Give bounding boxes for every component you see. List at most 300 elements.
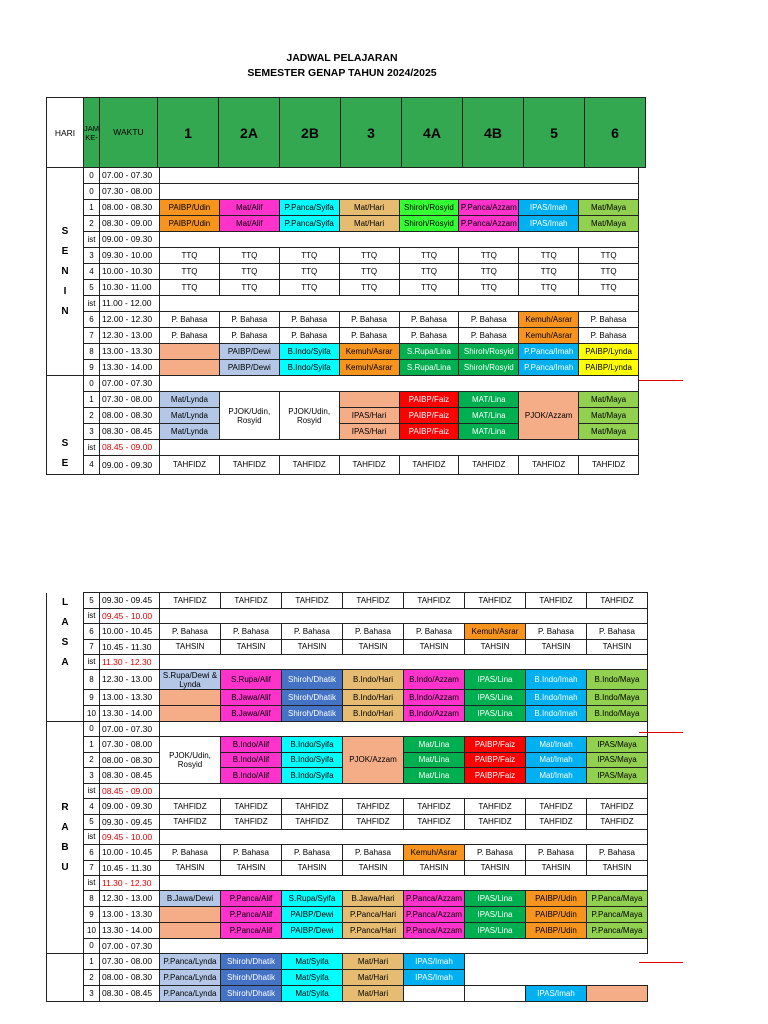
table-row [47, 784, 648, 799]
subject-cell: Mat/Lynda [160, 408, 220, 424]
waktu-cell: 13.00 - 13.30 [100, 907, 160, 923]
subject-cell [160, 706, 221, 722]
waktu-cell: 10.00 - 10.30 [100, 264, 160, 280]
subject-cell: P. Bahasa [526, 624, 587, 640]
jam-ke-cell: 9 [84, 360, 100, 376]
subject-cell: MAT/Lina [459, 424, 519, 440]
subject-cell: TTQ [339, 280, 399, 296]
subject-cell: IPAS/Imah [404, 954, 465, 970]
empty-slot [160, 168, 639, 184]
jam-ke-cell: 2 [84, 408, 100, 424]
jam-ke-cell: 7 [84, 640, 100, 655]
subject-cell: TTQ [339, 248, 399, 264]
subject-cell: PJOK/Azzam [343, 737, 404, 784]
subject-cell: PAIBP/Faiz [465, 768, 526, 784]
subject-cell: IPAS/Maya [587, 768, 648, 784]
jam-ke-cell: 9 [84, 690, 100, 706]
waktu-cell: 12.00 - 12.30 [100, 312, 160, 328]
subject-cell: P.Panca/Hari [343, 907, 404, 923]
subject-cell: Mat/Imah [526, 737, 587, 753]
subject-cell: Mat/Lynda [160, 424, 220, 440]
waktu-cell: 08.30 - 08.45 [100, 424, 160, 440]
subject-cell: PJOK/Udin, Rosyid [160, 737, 221, 784]
subject-cell: PAIBP/Faiz [399, 408, 459, 424]
subject-cell: S.Rupa/Alif [221, 670, 282, 690]
subject-cell: TAHSIN [465, 861, 526, 876]
empty-slot [160, 722, 648, 737]
table-row [47, 907, 648, 923]
empty-slot [160, 830, 648, 845]
subject-cell: IPAS/Maya [587, 737, 648, 753]
subject-cell: B.Indo/Azzam [404, 690, 465, 706]
subject-cell: TAHSIN [587, 861, 648, 876]
waktu-cell: 09.45 - 10.00 [100, 830, 160, 845]
subject-cell: TTQ [219, 280, 279, 296]
jam-ke-cell: 2 [84, 970, 100, 986]
subject-cell: TAHFIDZ [519, 456, 579, 475]
subject-cell: P. Bahasa [221, 624, 282, 640]
day-separator-line [639, 962, 683, 963]
subject-cell: Mat/Alif [219, 216, 279, 232]
subject-cell: P.Panca/Lynda [160, 954, 221, 970]
subject-cell: IPAS/Hari [339, 424, 399, 440]
subject-cell [160, 344, 220, 360]
subject-cell: TTQ [160, 248, 220, 264]
subject-cell: TTQ [399, 264, 459, 280]
subject-cell: B.Indo/Syifa [282, 737, 343, 753]
subject-cell: P. Bahasa [339, 312, 399, 328]
subject-cell: TAHFIDZ [465, 799, 526, 815]
subject-cell: TAHSIN [160, 861, 221, 876]
waktu-cell: 07.30 - 08.00 [100, 184, 160, 200]
subject-cell: TTQ [519, 280, 579, 296]
subject-cell: TAHFIDZ [160, 815, 221, 830]
subject-cell: PAIBP/Faiz [399, 424, 459, 440]
header-waktu: WAKTU [100, 98, 158, 168]
table-row [47, 891, 648, 907]
schedule-header [46, 97, 646, 168]
subject-cell: P.Panca/Lynda [160, 970, 221, 986]
subject-cell: PAIBP/Faiz [465, 737, 526, 753]
jam-ke-cell: 3 [84, 424, 100, 440]
waktu-cell: 09.00 - 09.30 [100, 799, 160, 815]
subject-cell: TAHFIDZ [221, 593, 282, 609]
jam-ke-cell: 1 [84, 392, 100, 408]
table-row [47, 344, 639, 360]
subject-cell: P. Bahasa [219, 312, 279, 328]
waktu-cell: 10.00 - 10.45 [100, 624, 160, 640]
subject-cell: P. Bahasa [282, 845, 343, 861]
subject-cell: PAIBP/Lynda [579, 360, 639, 376]
subject-cell: TAHSIN [343, 640, 404, 655]
table-row [47, 954, 648, 970]
subject-cell: TAHFIDZ [587, 799, 648, 815]
table-row [47, 845, 648, 861]
subject-cell: Shiroh/Dhatik [221, 970, 282, 986]
table-row [47, 624, 648, 640]
subject-cell: MAT/Lina [459, 392, 519, 408]
subject-cell: IPAS/Imah [519, 200, 579, 216]
header-class-4b: 4B [463, 98, 524, 168]
table-row [47, 440, 639, 456]
subject-cell: P. Bahasa [160, 845, 221, 861]
subject-cell: TAHFIDZ [526, 815, 587, 830]
subject-cell: P. Bahasa [343, 624, 404, 640]
subject-cell: TAHFIDZ [219, 456, 279, 475]
subject-cell [160, 907, 221, 923]
subject-cell: B.Indo/Syifa [282, 768, 343, 784]
subject-cell: B.Indo/Azzam [404, 670, 465, 690]
subject-cell: TTQ [219, 264, 279, 280]
waktu-cell: 08.00 - 08.30 [100, 200, 160, 216]
waktu-cell: 09.45 - 10.00 [100, 609, 160, 624]
empty-slot [160, 876, 648, 891]
waktu-cell: 09.30 - 10.00 [100, 248, 160, 264]
jam-ke-cell: 1 [84, 737, 100, 753]
table-row [47, 670, 648, 690]
subject-cell: TAHFIDZ [339, 456, 399, 475]
subject-cell: TTQ [160, 280, 220, 296]
table-row [47, 296, 639, 312]
subject-cell [404, 986, 465, 1002]
empty-slot [160, 655, 648, 670]
subject-cell: P.Panca/Alif [221, 907, 282, 923]
subject-cell: B.Indo/Maya [587, 670, 648, 690]
subject-cell: PAIBP/Udin [526, 891, 587, 907]
subject-cell: MAT/Lina [459, 408, 519, 424]
subject-cell: IPAS/Lina [465, 907, 526, 923]
empty-slot [160, 440, 639, 456]
subject-cell: TAHFIDZ [282, 799, 343, 815]
subject-cell: TAHFIDZ [282, 815, 343, 830]
subject-cell: Shiroh/Rosyid [399, 216, 459, 232]
table-row [47, 737, 648, 753]
subject-cell: TAHFIDZ [587, 593, 648, 609]
waktu-cell: 07.30 - 08.00 [100, 737, 160, 753]
subject-cell: Mat/Syifa [282, 954, 343, 970]
table-row [47, 861, 648, 876]
subject-cell: TAHFIDZ [465, 815, 526, 830]
day-separator-line [639, 732, 683, 733]
empty-slot [160, 609, 648, 624]
subject-cell: TAHFIDZ [404, 815, 465, 830]
table-row [47, 264, 639, 280]
waktu-cell: 08.00 - 08.30 [100, 408, 160, 424]
subject-cell: Mat/Hari [343, 954, 404, 970]
subject-cell: Shiroh/Rosyid [399, 200, 459, 216]
subject-cell: P.Panca/Syifa [279, 216, 339, 232]
subject-cell: S.Rupa/Dewi & Lynda [160, 670, 221, 690]
waktu-cell: 12.30 - 13.00 [100, 328, 160, 344]
subject-cell: Mat/Hari [339, 216, 399, 232]
day-label: S E N I N [47, 168, 84, 376]
jam-ke-cell: 1 [84, 200, 100, 216]
subject-cell: P. Bahasa [343, 845, 404, 861]
subject-cell: P. Bahasa [399, 328, 459, 344]
subject-cell: Mat/Lina [404, 737, 465, 753]
jam-ke-cell: 0 [84, 939, 100, 954]
empty-slot [160, 232, 639, 248]
waktu-cell: 09.00 - 09.30 [100, 232, 160, 248]
subject-cell: P.Panca/Maya [587, 923, 648, 939]
subject-cell [465, 986, 526, 1002]
table-row [47, 456, 639, 475]
table-row [47, 280, 639, 296]
table-row [47, 232, 639, 248]
header-class-3: 3 [341, 98, 402, 168]
subject-cell: TTQ [519, 248, 579, 264]
jam-ke-cell: 5 [84, 593, 100, 609]
subject-cell: TTQ [339, 264, 399, 280]
table-row [47, 312, 639, 328]
subject-cell: Shiroh/Dhatik [221, 954, 282, 970]
subject-cell: Kemuh/Asrar [339, 344, 399, 360]
waktu-cell: 10.45 - 11.30 [100, 640, 160, 655]
subject-cell: P.Panca/Lynda [160, 986, 221, 1002]
subject-cell: Mat/Maya [579, 408, 639, 424]
subject-cell: TAHFIDZ [221, 799, 282, 815]
subject-cell: P. Bahasa [579, 328, 639, 344]
subject-cell: IPAS/Lina [465, 891, 526, 907]
subject-cell: S.Rupa/Lina [399, 360, 459, 376]
subject-cell: P. Bahasa [459, 312, 519, 328]
subject-cell: Mat/Syifa [282, 986, 343, 1002]
empty-slot [160, 376, 639, 392]
day-label: L A S A [47, 593, 84, 722]
subject-cell: TAHFIDZ [343, 593, 404, 609]
waktu-cell: 08.30 - 08.45 [100, 768, 160, 784]
subject-cell: P. Bahasa [219, 328, 279, 344]
subject-cell: PAIBP/Dewi [282, 907, 343, 923]
waktu-cell: 08.45 - 09.00 [100, 440, 160, 456]
waktu-cell: 08.45 - 09.00 [100, 784, 160, 799]
subject-cell: TTQ [519, 264, 579, 280]
subject-cell: P. Bahasa [587, 624, 648, 640]
header-jam: JAM KE- [84, 98, 100, 168]
subject-cell: TAHSIN [526, 861, 587, 876]
subject-cell: TTQ [579, 264, 639, 280]
subject-cell: IPAS/Maya [587, 753, 648, 768]
waktu-cell: 12.30 - 13.00 [100, 670, 160, 690]
subject-cell: P. Bahasa [404, 624, 465, 640]
day-separator-line [639, 380, 683, 381]
subject-cell: IPAS/Lina [465, 923, 526, 939]
subject-cell: P. Bahasa [339, 328, 399, 344]
subject-cell: TAHFIDZ [221, 815, 282, 830]
subject-cell: P. Bahasa [279, 312, 339, 328]
waktu-cell: 13.30 - 14.00 [100, 706, 160, 722]
subject-cell: TTQ [160, 264, 220, 280]
subject-cell: Shiroh/Rosyid [459, 360, 519, 376]
subject-cell: P. Bahasa [579, 312, 639, 328]
jam-ke-cell: 5 [84, 280, 100, 296]
table-row [47, 876, 648, 891]
subject-cell: B.Indo/Syifa [279, 360, 339, 376]
subject-cell: Kemuh/Asrar [519, 312, 579, 328]
jam-ke-cell: 3 [84, 768, 100, 784]
subject-cell: TAHFIDZ [404, 799, 465, 815]
subject-cell: P. Bahasa [399, 312, 459, 328]
table-row [47, 655, 648, 670]
title-line-1: JADWAL PELAJARAN [286, 52, 398, 64]
subject-cell: P.Panca/Maya [587, 891, 648, 907]
subject-cell: TAHSIN [343, 861, 404, 876]
table-row [47, 799, 648, 815]
waktu-cell: 09.30 - 09.45 [100, 593, 160, 609]
table-row [47, 609, 648, 624]
subject-cell: PAIBP/Udin [526, 923, 587, 939]
subject-cell: P.Panca/Azzam [404, 891, 465, 907]
waktu-cell: 07.30 - 08.00 [100, 954, 160, 970]
subject-cell: TAHFIDZ [399, 456, 459, 475]
subject-cell: TTQ [219, 248, 279, 264]
jam-ke-cell: ist [84, 784, 100, 799]
subject-cell: TAHSIN [221, 861, 282, 876]
waktu-cell: 09.00 - 09.30 [100, 456, 160, 475]
subject-cell: PJOK/Udin, Rosyid [219, 392, 279, 440]
subject-cell: P.Panca/Azzam [459, 216, 519, 232]
jam-ke-cell: 4 [84, 799, 100, 815]
jam-ke-cell: 6 [84, 312, 100, 328]
table-row [47, 939, 648, 954]
table-row [47, 248, 639, 264]
table-row [47, 168, 639, 184]
subject-cell: B.Indo/Imah [526, 670, 587, 690]
waktu-cell: 09.30 - 09.45 [100, 815, 160, 830]
subject-cell: P.Panca/Azzam [459, 200, 519, 216]
subject-cell: Mat/Hari [343, 970, 404, 986]
subject-cell: TAHSIN [404, 640, 465, 655]
jam-ke-cell: 3 [84, 986, 100, 1002]
header-class-4a: 4A [402, 98, 463, 168]
table-row [47, 923, 648, 939]
jam-ke-cell: ist [84, 609, 100, 624]
subject-cell: TAHSIN [587, 640, 648, 655]
subject-cell: B.Jawa/Alif [221, 706, 282, 722]
subject-cell: P. Bahasa [160, 624, 221, 640]
table-row [47, 328, 639, 344]
subject-cell: TAHFIDZ [579, 456, 639, 475]
subject-cell: B.Jawa/Dewi [160, 891, 221, 907]
subject-cell: TAHFIDZ [526, 593, 587, 609]
subject-cell: PAIBP/Faiz [399, 392, 459, 408]
subject-cell: P. Bahasa [160, 328, 220, 344]
subject-cell: B.Indo/Hari [343, 670, 404, 690]
subject-cell: B.Jawa/Hari [343, 891, 404, 907]
jam-ke-cell: ist [84, 232, 100, 248]
subject-cell: Mat/Imah [526, 753, 587, 768]
subject-cell: TAHSIN [404, 861, 465, 876]
subject-cell: TTQ [279, 280, 339, 296]
subject-cell: TTQ [399, 248, 459, 264]
waktu-cell: 07.30 - 08.00 [100, 392, 160, 408]
jam-ke-cell: 8 [84, 670, 100, 690]
waktu-cell: 08.00 - 08.30 [100, 753, 160, 768]
subject-cell: P. Bahasa [526, 845, 587, 861]
jam-ke-cell: ist [84, 830, 100, 845]
subject-cell [160, 690, 221, 706]
subject-cell: PAIBP/Faiz [465, 753, 526, 768]
table-row [47, 200, 639, 216]
jam-ke-cell: 0 [84, 184, 100, 200]
empty-slot [160, 296, 639, 312]
subject-cell: Kemuh/Asrar [519, 328, 579, 344]
subject-cell: IPAS/Imah [404, 970, 465, 986]
waktu-cell: 13.00 - 13.30 [100, 344, 160, 360]
jam-ke-cell: 8 [84, 344, 100, 360]
header-class-6: 6 [585, 98, 646, 168]
jam-ke-cell: 4 [84, 264, 100, 280]
subject-cell: TAHSIN [160, 640, 221, 655]
waktu-cell: 07.00 - 07.30 [100, 722, 160, 737]
subject-cell: TAHFIDZ [404, 593, 465, 609]
empty-slot [160, 784, 648, 799]
subject-cell: Kemuh/Asrar [339, 360, 399, 376]
subject-cell: B.Indo/Hari [343, 690, 404, 706]
subject-cell: P.Panca/Azzam [404, 907, 465, 923]
subject-cell: PJOK/Udin, Rosyid [279, 392, 339, 440]
table-row [47, 376, 639, 392]
table-row [47, 360, 639, 376]
subject-cell: TAHFIDZ [160, 799, 221, 815]
waktu-cell: 10.00 - 10.45 [100, 845, 160, 861]
subject-cell: TAHFIDZ [587, 815, 648, 830]
table-row [47, 392, 639, 408]
subject-cell: P.Panca/Hari [343, 923, 404, 939]
subject-cell: Mat/Lina [404, 753, 465, 768]
subject-cell: IPAS/Imah [526, 986, 587, 1002]
subject-cell: Kemuh/Asrar [465, 624, 526, 640]
day-label: R A B U [47, 722, 84, 954]
subject-cell: P. Bahasa [221, 845, 282, 861]
subject-cell: TAHFIDZ [465, 593, 526, 609]
jam-ke-cell: 4 [84, 456, 100, 475]
table-row [47, 986, 648, 1002]
subject-cell: B.Indo/Imah [526, 690, 587, 706]
subject-cell [160, 923, 221, 939]
subject-cell: PAIBP/Dewi [219, 360, 279, 376]
waktu-cell: 11.30 - 12.30 [100, 655, 160, 670]
subject-cell: S.Rupa/Syifa [282, 891, 343, 907]
subject-cell [160, 360, 220, 376]
subject-cell: PJOK/Azzam [519, 392, 579, 440]
subject-cell: IPAS/Lina [465, 706, 526, 722]
subject-cell: TTQ [459, 264, 519, 280]
table-row [47, 216, 639, 232]
subject-cell: TAHSIN [282, 640, 343, 655]
header-class-2b: 2B [280, 98, 341, 168]
jam-ke-cell: 2 [84, 216, 100, 232]
subject-cell: B.Indo/Maya [587, 706, 648, 722]
subject-cell [339, 392, 399, 408]
subject-cell: B.Indo/Alif [221, 768, 282, 784]
subject-cell: Mat/Hari [339, 200, 399, 216]
subject-cell: PAIBP/Lynda [579, 344, 639, 360]
subject-cell: TTQ [279, 264, 339, 280]
waktu-cell: 12.30 - 13.00 [100, 891, 160, 907]
subject-cell: TTQ [399, 280, 459, 296]
subject-cell: Shiroh/Dhatik [282, 670, 343, 690]
subject-cell: TAHFIDZ [160, 593, 221, 609]
jam-ke-cell: 0 [84, 376, 100, 392]
waktu-cell: 07.00 - 07.30 [100, 939, 160, 954]
header-hari: HARI [47, 98, 84, 168]
subject-cell: IPAS/Lina [465, 670, 526, 690]
jam-ke-cell: 9 [84, 907, 100, 923]
subject-cell: PAIBP/Udin [160, 216, 220, 232]
subject-cell: TTQ [459, 248, 519, 264]
subject-cell: B.Jawa/Alif [221, 690, 282, 706]
